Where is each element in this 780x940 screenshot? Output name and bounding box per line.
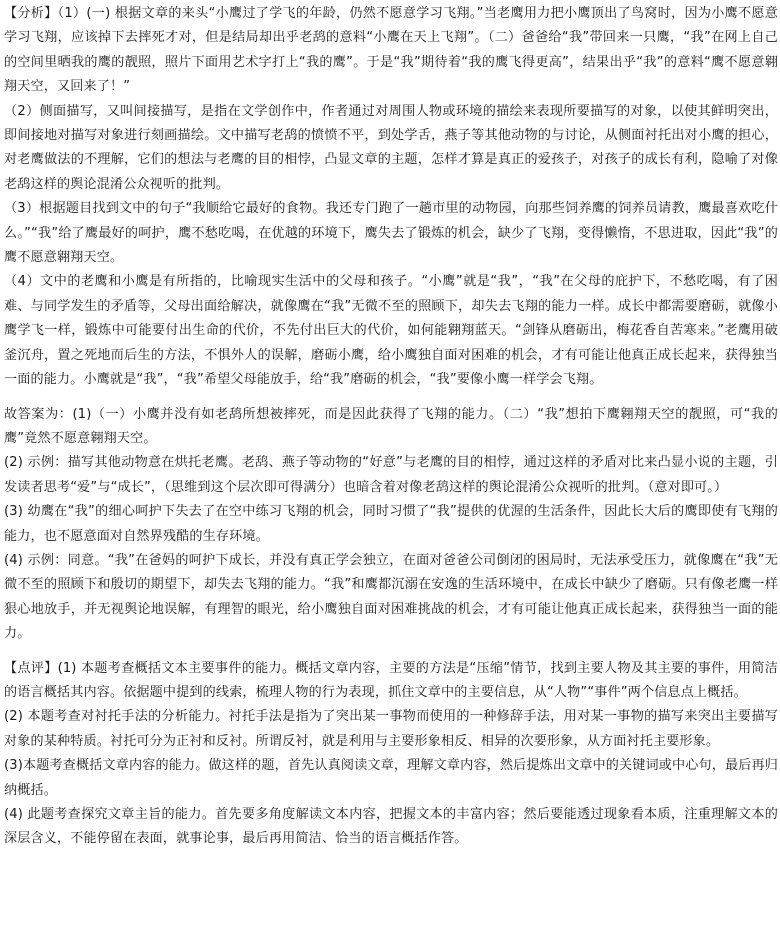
- answer-paragraph-4: (4) 示例：同意。“我”在爸妈的呵护下成长，并没有真正学会独立，在面对爸爸公司倒闭的困局时，无法承受压力，就像鹰在“我”无微不至的照顾下和殷切的期望下，却失去飞翔的能力。“我”和鹰都沉溺在安逸的生活环境中，在成长中缺少了磨砺。只有像老鹰一样狠心地放手，并无视舆论地误解，有理智的眼光，给小鹰独自面对困难挑战的机会，才有可能让他真正成长起来，获得独当一面的能力。: [4, 552, 778, 642]
- answer-paragraph-1: 故答案为：(1)（一）小鹰并没有如老鸹所想被摔死，而是因此获得了飞翔的能力。（二）“我”想拍下鹰翱翔天空的靓照，可“我的鹰”竟然不愿意翱翔天空。: [4, 406, 778, 446]
- analysis-paragraph-1: 【分析】（1）(一) 根据文章的来头“小鹰过了学飞的年龄，仍然不愿意学习飞翔。”当老鹰用力把小鹰顶出了鸟窝时，因为小鹰不愿意学习飞翔，应该掉下去摔死才对，但是结局却出乎老鸹的意料“小鹰在天上飞翔”。（二）爸爸给“我”带回来一只鹰，“我”在网上自己的空间里晒我的鹰的靓照，照片下面用艺术字打上“我的鹰”。于是“我”期待着“我的鹰飞得更高”，结果出乎“我”的意料“鹰不愿意翱翔天空，又回来了！”: [4, 6, 778, 95]
- analysis-paragraph-3: （3）根据题目找到文中的句子“我顺给它最好的食物。我还专门跑了一趟市里的动物园，向那些饲养鹰的饲养员请教，鹰最喜欢吃什么。”“我”给了鹰最好的呵护，鹰不愁吃喝，在优越的环境下，鹰失去了锻炼的机会，缺少了飞翔，变得懒惰，不思进取，因此“我”的鹰不愿意翱翔天空。: [4, 201, 778, 266]
- answers-section: [4, 403, 778, 647]
- analysis-paragraph-4: （4）文中的老鹰和小鹰是有所指的，比喻现实生活中的父母和孩子。“小鹰”就是“我”，“我”在父母的庇护下，不愁吃喝，有了困难、与同学发生的矛盾等，父母出面给解决，就像鹰在“我”无微不至的照顾下，却失去飞翔的能力一样。成长中都需要磨砺，就像小鹰学飞一样，锻炼中可能要付出生命的代价，不先付出巨大的代价，如何能翱翔蓝天。“剑锋从磨砺出，梅花香自苦寒来。”老鹰用破釜沉舟，置之死地而后生的方法，不惧外人的误解，磨砺小鹰，给小鹰独自面对困难的机会，才有可能让他真正成长起来，获得独当一面的能力。小鹰就是“我”，“我”希望父母能放手，给“我”磨砺的机会，“我”要像小鹰一样学会飞翔。: [4, 274, 778, 388]
- comment-paragraph-2: (2) 本题考查对衬托手法的分析能力。衬托手法是指为了突出某一事物而使用的一种修辞手法，用对某一事物的描写来突出主要描写对象的某种特质。衬托可分为正衬和反衬。所谓反衬，就是利用与主要形象相反、相异的次要形象，从方面衬托主要形象。: [4, 709, 778, 749]
- comment-paragraph-4: (4) 此题考查探究文章主旨的能力。首先要多角度解读文本内容，把握文本的丰富内容；然后要能透过现象看本质，注重理解文本的深层含义，不能停留在表面，就事论事，最后再用简洁、恰当的语言概括作答。: [4, 807, 778, 847]
- answer-paragraph-3: (3) 幼鹰在“我”的细心呵护下失去了在空中练习飞翔的机会，同时习惯了“我”提供的优渥的生活条件，因此长大后的鹰即使有飞翔的能力，也不愿意面对自然界残酷的生存环境。: [4, 504, 778, 544]
- analysis-section: [4, 2, 778, 393]
- comment-paragraph-3: (3)本题考查概括文章内容的能力。做这样的题，首先认真阅读文章，理解文章内容，然后提炼出文章中的关键词或中心句，最后再归纳概括。: [4, 758, 778, 798]
- comment-paragraph-1: 【点评】(1) 本题考查概括文本主要事件的能力。概括文章内容，主要的方法是“压缩”情节，找到主要人物及其主要的事件，用简洁的语言概括其内容。依据题中提到的线索，梳理人物的行为表现，抓住文章中的主要信息，从“人物”“事件”两个信息点上概括。: [4, 660, 778, 700]
- answer-paragraph-2: (2) 示例：描写其他动物意在烘托老鹰。老鸹、燕子等动物的“好意”与老鹰的目的相悖，通过这样的矛盾对比来凸显小说的主题，引发读者思考“爱”与“成长”，（思维到这个层次即可得满分）也暗含着对像老鸹这样的舆论混淆公众视听的批判。（意对即可。）: [4, 455, 778, 495]
- comment-section: [4, 657, 778, 852]
- analysis-paragraph-2: （2）侧面描写，又叫间接描写，是指在文学创作中，作者通过对周围人物或环境的描绘来表现所要描写的对象，以使其鲜明突出，即间接地对描写对象进行刻画描绘。文中描写老鸹的愤愤不平，到处学舌，燕子等其他动物的与讨论，从侧面衬托出对小鹰的担心，对老鹰做法的不理解，它们的想法与老鹰的目的相悖，凸显文章的主题，怎样才算是真正的爱孩子，对孩子的成长有利，隐喻了对像老鸹这样的舆论混淆公众视听的批判。: [4, 103, 778, 192]
